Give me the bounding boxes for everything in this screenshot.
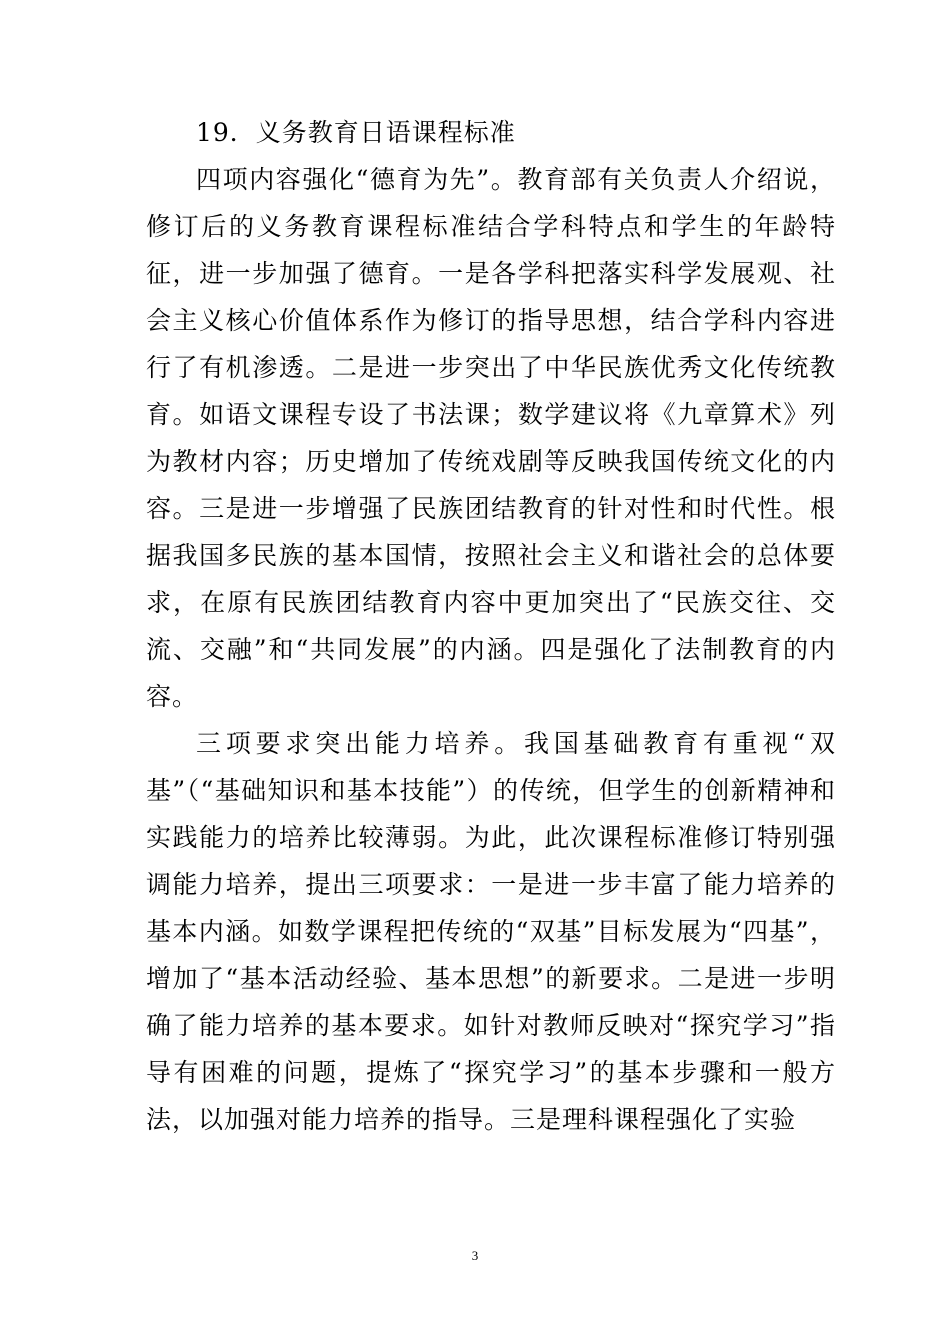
document-body <box>146 109 836 1143</box>
paragraph-ability-training: 三项要求突出能力培养。我国基础教育有重视“双基”（“基础知识和基本技能”）的传统，但学生的创新精神和实践能力的培养比较薄弱。为此，此次课程标准修订特别强调能力培养，提出三项要求：一是进一步丰富了能力培养的基本内涵。如数学课程把传统的“双基”目标发展为“四基”，增加了“基本活动经验、基本思想”的新要求。二是进一步明确了能力培养的基本要求。如针对教师反映对“探究学习”指导有困难的问题，提炼了“探究学习”的基本步骤和一般方法，以加强对能力培养的指导。三是理科课程强化了实验 <box>146 729 836 1134</box>
section-heading: 19．义务教育日语课程标准 <box>196 118 516 147</box>
paragraph-moral-education: 四项内容强化“德育为先”。教育部有关负责人介绍说，修订后的义务教育课程标准结合学科特点和学生的年龄特征，进一步加强了德育。一是各学科把落实科学发展观、社会主义核心价值体系作为修订的指导思想，结合学科内容进行了有机渗透。二是进一步突出了中华民族优秀文化传统教育。如语文课程专设了书法课；数学建议将《九章算术》列为教材内容；历史增加了传统戏剧等反映我国传统文化的内容。三是进一步增强了民族团结教育的针对性和时代性。根据我国多民族的基本国情，按照社会主义和谐社会的总体要求，在原有民族团结教育内容中更加突出了“民族交往、交流、交融”和“共同发展”的内涵。四是强化了法制教育的内容。 <box>146 165 836 711</box>
page-number: 3 <box>471 1248 479 1263</box>
